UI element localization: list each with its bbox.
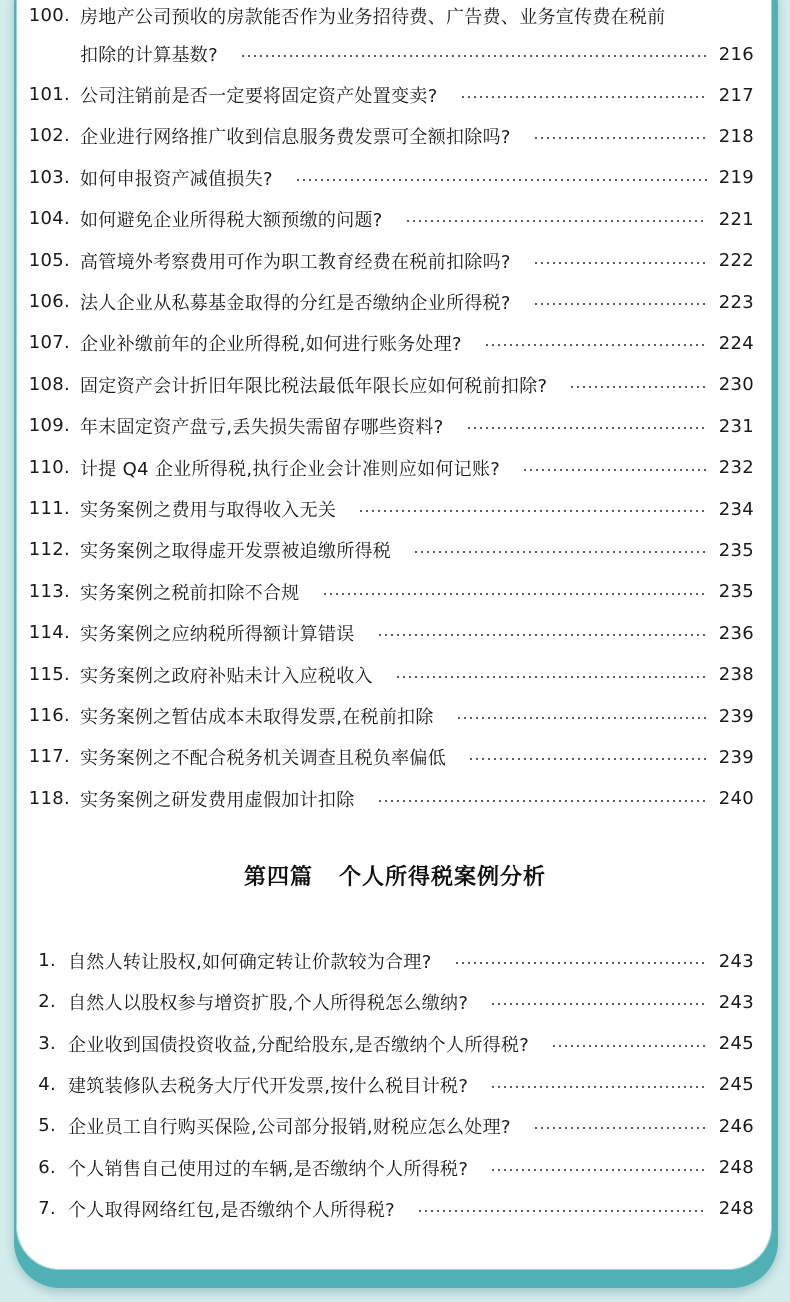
toc-entry-number: 105. bbox=[28, 249, 70, 271]
toc-entry-page: 243 bbox=[718, 950, 754, 972]
toc-entry[interactable] bbox=[0, 203, 790, 235]
toc-entry-page: 217 bbox=[718, 84, 754, 106]
toc-entry-title: 如何避免企业所得税大额预缴的问题? bbox=[80, 210, 383, 232]
toc-entry[interactable] bbox=[0, 1193, 790, 1225]
toc-entry-number: 101. bbox=[28, 84, 70, 105]
toc-entry[interactable] bbox=[0, 986, 790, 1018]
dot-leader bbox=[490, 1169, 707, 1171]
toc-entry-page: 218 bbox=[718, 125, 754, 147]
toc-entry-title: 高管境外考察费用可作为职工教育经费在税前扣除吗? bbox=[80, 251, 511, 273]
toc-entry-title: 实务案例之费用与取得收入无关 bbox=[80, 500, 337, 521]
toc-entry-number: 108. bbox=[28, 373, 70, 395]
toc-entry-title: 实务案例之研发费用虚假加计扣除 bbox=[80, 789, 355, 811]
dot-leader bbox=[490, 1086, 707, 1088]
toc-entry-title: 个人取得网络红包,是否缴纳个人所得税? bbox=[68, 1199, 395, 1221]
toc-entry[interactable] bbox=[0, 327, 790, 359]
toc-entry-title-line2: 扣除的计算基数? bbox=[80, 45, 218, 66]
dot-leader bbox=[358, 510, 707, 512]
toc-entry-number: 103. bbox=[28, 166, 70, 188]
toc-entry-number: 115. bbox=[28, 663, 70, 685]
toc-entry-number: 104. bbox=[28, 208, 70, 230]
toc-entry-page: 221 bbox=[718, 208, 754, 230]
dot-leader bbox=[468, 758, 707, 760]
toc-entry[interactable] bbox=[0, 162, 790, 194]
toc-entry-title: 企业进行网络推广收到信息服务费发票可全额扣除吗? bbox=[80, 127, 511, 149]
toc-entry-number: 112. bbox=[28, 539, 70, 561]
dot-leader bbox=[533, 137, 707, 139]
toc-entry-100[interactable] bbox=[0, 0, 790, 32]
dot-leader bbox=[456, 717, 707, 719]
toc-entry-title: 企业员工自行购买保险,公司部分报销,财税应怎么处理? bbox=[68, 1117, 511, 1139]
dot-leader bbox=[460, 96, 707, 98]
toc-entry-title: 如何申报资产减值损失? bbox=[80, 168, 273, 190]
toc-entry-page: 245 bbox=[718, 1074, 754, 1096]
toc-entry-number: 6. bbox=[38, 1156, 56, 1178]
toc-entry-page: 246 bbox=[718, 1115, 754, 1137]
dot-leader bbox=[322, 593, 707, 595]
toc-entry-title: 实务案例之不配合税务机关调查且税负率偏低 bbox=[80, 748, 446, 770]
toc-entry-page: 248 bbox=[718, 1198, 754, 1220]
toc-entry-number: 113. bbox=[28, 580, 70, 602]
dot-leader bbox=[533, 1127, 707, 1129]
toc-entry-page: 231 bbox=[718, 415, 754, 437]
toc-entry-title: 实务案例之税前扣除不合规 bbox=[80, 582, 300, 604]
toc-entry-page: 234 bbox=[718, 498, 754, 520]
toc-entry-number: 118. bbox=[28, 787, 70, 809]
toc-entry-title: 实务案例之应纳税所得额计算错误 bbox=[80, 624, 355, 646]
toc-entry[interactable] bbox=[0, 576, 790, 608]
section-part-label: 第四篇 bbox=[243, 864, 313, 890]
dot-leader bbox=[240, 55, 707, 57]
toc-entry-page: 235 bbox=[718, 539, 754, 561]
toc-entry-title: 固定资产会计折旧年限比税法最低年限长应如何税前扣除? bbox=[80, 375, 548, 397]
toc-entry-number: 111. bbox=[28, 498, 70, 519]
toc-entry-title: 个人销售自己使用过的车辆,是否缴纳个人所得税? bbox=[68, 1158, 469, 1180]
toc-entry-title: 实务案例之暂估成本未取得发票,在税前扣除 bbox=[80, 707, 434, 728]
dot-leader bbox=[466, 427, 707, 429]
toc-entry-page: 230 bbox=[718, 374, 754, 396]
toc-entry-number: 4. bbox=[38, 1073, 56, 1095]
toc-entry[interactable] bbox=[0, 741, 790, 773]
toc-entry[interactable] bbox=[0, 493, 790, 525]
toc-entry-title: 年末固定资产盘亏,丢失损失需留存哪些资料? bbox=[80, 417, 444, 439]
toc-entry-page: 238 bbox=[718, 664, 754, 686]
toc-entry-page: 248 bbox=[718, 1157, 754, 1178]
toc-entry-page: 216 bbox=[718, 43, 754, 65]
toc-entry-page: 239 bbox=[718, 705, 754, 727]
toc-entry-title: 计提 Q4 企业所得税,执行企业会计准则应如何记账? bbox=[80, 458, 501, 480]
section-title: 个人所得税案例分析 bbox=[339, 864, 547, 890]
dot-leader bbox=[413, 551, 707, 553]
dot-leader bbox=[522, 469, 707, 471]
toc-entry-page: 239 bbox=[718, 746, 754, 768]
toc-entry-title: 企业补缴前年的企业所得税,如何进行账务处理? bbox=[80, 334, 462, 356]
dot-leader bbox=[569, 386, 706, 388]
toc-entry-page: 232 bbox=[718, 457, 754, 479]
toc-entry-number: 7. bbox=[38, 1197, 56, 1219]
toc-entry[interactable] bbox=[0, 79, 790, 111]
toc-entry-number: 100. bbox=[28, 5, 70, 26]
toc-entry-page: 222 bbox=[718, 250, 754, 272]
toc-entry-title: 法人企业从私募基金取得的分红是否缴纳企业所得税? bbox=[80, 293, 511, 314]
toc-entry-title-line1: 房地产公司预收的房款能否作为业务招待费、广告费、业务宣传费在税前 bbox=[80, 7, 666, 28]
toc-entry-number: 2. bbox=[38, 991, 56, 1013]
dot-leader bbox=[484, 344, 707, 346]
toc-entry-number: 114. bbox=[28, 622, 70, 644]
dot-leader bbox=[417, 1210, 707, 1212]
toc-entry[interactable] bbox=[0, 1069, 790, 1101]
toc-entry-page: 219 bbox=[718, 167, 754, 189]
toc-entry[interactable] bbox=[0, 783, 790, 815]
toc-entry-title: 建筑装修队去税务大厅代开发票,按什么税目计税? bbox=[68, 1075, 469, 1097]
toc-entry-page: 245 bbox=[718, 1033, 754, 1055]
toc-entry[interactable] bbox=[0, 700, 790, 732]
toc-entry-page: 235 bbox=[718, 581, 754, 603]
toc-entry[interactable] bbox=[0, 286, 790, 318]
toc-entry-number: 102. bbox=[28, 125, 70, 147]
toc-entry[interactable] bbox=[0, 120, 790, 152]
dot-leader bbox=[533, 303, 707, 305]
toc-entry-title: 自然人以股权参与增资扩股,个人所得税怎么缴纳? bbox=[68, 993, 469, 1015]
toc-entry[interactable] bbox=[0, 659, 790, 691]
dot-leader bbox=[490, 1003, 707, 1005]
dot-leader bbox=[377, 800, 707, 802]
dot-leader bbox=[377, 634, 707, 636]
dot-leader bbox=[295, 179, 707, 181]
toc-entry-title: 企业收到国债投资收益,分配给股东,是否缴纳个人所得税? bbox=[68, 1034, 530, 1056]
dot-leader bbox=[551, 1045, 707, 1047]
toc-entry[interactable] bbox=[0, 1028, 790, 1060]
toc-entry-number: 1. bbox=[38, 950, 56, 971]
toc-entry-page: 243 bbox=[718, 991, 754, 1013]
toc-entry-page: 236 bbox=[718, 622, 754, 644]
toc-entry[interactable] bbox=[0, 245, 790, 277]
toc-entry-number: 110. bbox=[28, 456, 70, 478]
toc-entry-title: 实务案例之政府补贴未计入应税收入 bbox=[80, 665, 373, 687]
toc-entry[interactable] bbox=[0, 534, 790, 566]
toc-entry[interactable] bbox=[0, 945, 790, 977]
toc-entry-page: 224 bbox=[718, 332, 754, 354]
toc-entry-title: 实务案例之取得虚开发票被追缴所得税 bbox=[80, 541, 392, 563]
dot-leader bbox=[454, 962, 707, 964]
dot-leader bbox=[533, 262, 707, 264]
toc-entry-number: 5. bbox=[38, 1115, 56, 1137]
toc-entry-number: 117. bbox=[28, 746, 70, 768]
toc-entry[interactable] bbox=[0, 617, 790, 649]
toc-entry[interactable] bbox=[0, 369, 790, 401]
toc-entry-page: 240 bbox=[718, 788, 754, 810]
toc-entry-title: 自然人转让股权,如何确定转让价款较为合理? bbox=[68, 952, 432, 973]
dot-leader bbox=[405, 220, 707, 222]
toc-entry[interactable] bbox=[0, 1152, 790, 1184]
toc-entry-number: 107. bbox=[28, 332, 70, 354]
toc-entry[interactable] bbox=[0, 410, 790, 442]
toc-entry-100-continued[interactable] bbox=[0, 38, 790, 70]
toc-entry-number: 109. bbox=[28, 415, 70, 437]
toc-entry-page: 223 bbox=[718, 291, 754, 313]
toc-entry-title: 公司注销前是否一定要将固定资产处置变卖? bbox=[80, 86, 438, 107]
dot-leader bbox=[395, 676, 707, 678]
toc-entry-number: 116. bbox=[28, 705, 70, 726]
toc-entry-number: 3. bbox=[38, 1032, 56, 1054]
toc-entry[interactable] bbox=[0, 1110, 790, 1142]
section-heading bbox=[0, 860, 790, 891]
toc-entry[interactable] bbox=[0, 452, 790, 484]
toc-entry-number: 106. bbox=[28, 291, 70, 312]
